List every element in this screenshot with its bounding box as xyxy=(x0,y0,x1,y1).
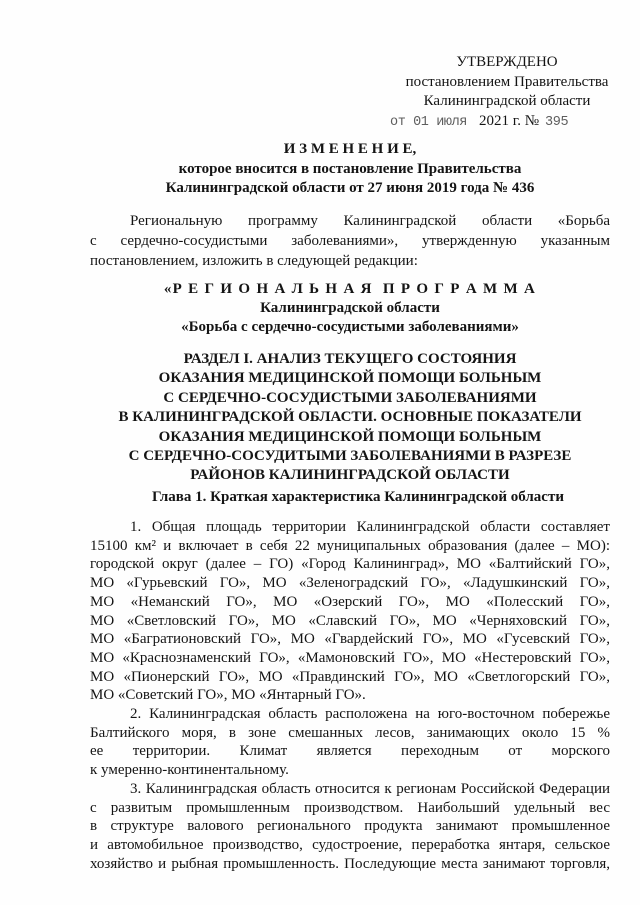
paragraph-1 xyxy=(90,518,610,705)
approval-date-line xyxy=(390,112,612,133)
approval-date-year: 2021 г. № xyxy=(479,112,540,129)
approval-issuer: постановлением Правительства xyxy=(405,73,609,90)
program-title xyxy=(90,280,610,337)
title-heading: И З М Е Н Е Н И Е, xyxy=(283,141,417,157)
paragraph-line: хозяйство и рыбная промышленность. Последующие места занимают торговля, xyxy=(90,855,610,872)
section-heading-line: С СЕРДЕЧНО-СОСУДИСТЫМИ ЗАБОЛЕВАНИЯМИ xyxy=(163,389,537,406)
approval-region: Калининградской области xyxy=(423,93,591,109)
paragraph-line: 15100 км² и включает в себя 22 муниципальных образования (далее – МО): xyxy=(90,537,610,554)
paragraph-line: МО «Светловский ГО», МО «Славский ГО», МО «Черняховский ГО», xyxy=(90,612,610,629)
paragraph-line: МО «Гурьевский ГО», МО «Зеленоградский ГО», «Ладушкинский ГО», xyxy=(90,575,610,592)
paragraph-line: 1. Общая площадь территории Калининградской области составляет xyxy=(130,519,610,535)
title-subtitle-2: Калининградской области от 27 июня 2019 года № 436 xyxy=(165,180,535,196)
intro-paragraph xyxy=(90,211,610,271)
body-text xyxy=(90,518,610,873)
paragraph-line: МО «Неманский ГО», МО «Озерский ГО», МО «Полесский ГО», xyxy=(90,593,610,610)
paragraph-line: к умеренно-континентальному. xyxy=(90,762,289,779)
paragraph-line: в структуре валового регионального продукта занимают промышленное xyxy=(90,818,610,835)
approval-block xyxy=(390,53,612,132)
paragraph-line: МО «Пионерский ГО», МО «Правдинский ГО», МО «Светлогорский ГО», xyxy=(90,668,610,685)
section-heading-line: ОКАЗАНИЯ МЕДИЦИНСКОЙ ПОМОЩИ БОЛЬНЫМ xyxy=(158,370,542,387)
title-subtitle-1: которое вносится в постановление Правительства xyxy=(178,160,522,177)
program-name: «Борьба с сердечно-сосудистыми заболеваниями» xyxy=(181,319,519,335)
paragraph-line: МО «Советский ГО», МО «Янтарный ГО». xyxy=(90,687,366,704)
intro-line: постановлением, изложить в следующей редакции: xyxy=(90,253,418,269)
document-title xyxy=(90,140,610,199)
section-heading-line: РАЗДЕЛ I. АНАЛИЗ ТЕКУЩЕГО СОСТОЯНИЯ xyxy=(183,351,517,367)
section-heading-line: РАЙОНОВ КАЛИНИНГРАДСКОЙ ОБЛАСТИ xyxy=(190,467,510,484)
paragraph-line: 2. Калининградская область расположена на юго-восточном побережье xyxy=(130,706,610,723)
paragraph-line: с развитым промышленным производством. Наибольший удельный вес xyxy=(90,799,610,816)
paragraph-line: и автомобильное производство, судостроение, переработка янтаря, сельское xyxy=(90,836,610,853)
chapter-heading xyxy=(106,487,610,507)
approval-number-stamp: 395 xyxy=(545,114,569,130)
program-heading: «Р Е Г И О Н А Л Ь Н А Я П Р О Г Р А М М А xyxy=(163,281,537,297)
section-heading-line: С СЕРДЕЧНО-СОСУДИТЫМИ ЗАБОЛЕВАНИЯМИ В РАЗРЕЗЕ xyxy=(128,448,572,465)
paragraph-2 xyxy=(90,705,610,780)
paragraph-line: МО «Багратионовский ГО», МО «Гвардейский ГО», МО «Гусевский ГО», xyxy=(90,631,610,648)
intro-line: с сердечно-сосудистыми заболеваниями», утвержденную указанным xyxy=(90,233,610,249)
chapter-title: Глава 1. Краткая характеристика Калининградской области xyxy=(152,489,564,505)
paragraph-line: МО «Краснознаменский ГО», «Мамоновский ГО», МО «Нестеровский ГО», xyxy=(90,649,610,666)
paragraph-3 xyxy=(90,780,610,874)
approval-status: УТВЕРЖДЕНО xyxy=(456,54,558,70)
approval-date-stamp: от 01 июля xyxy=(390,114,468,130)
intro-line: Региональную программу Калининградской области «Борьба xyxy=(130,213,610,229)
section-heading xyxy=(90,350,610,486)
section-heading-line: ОКАЗАНИЯ МЕДИЦИНСКОЙ ПОМОЩИ БОЛЬНЫМ xyxy=(158,428,542,445)
paragraph-line: Балтийского моря, в зоне смешанных лесов, занимающих около 15 % xyxy=(90,724,610,741)
paragraph-line: 3. Калининградская область относится к регионам Российской Федерации xyxy=(130,780,610,797)
program-region: Калининградской области xyxy=(260,300,440,316)
section-heading-line: В КАЛИНИНГРАДСКОЙ ОБЛАСТИ. ОСНОВНЫЕ ПОКАЗАТЕЛИ xyxy=(118,409,582,426)
paragraph-line: городской округ (далее – ГО) «Город Калининград», МО «Балтийский ГО», xyxy=(90,556,610,573)
paragraph-line: ее территории. Климат является переходным от морского xyxy=(90,743,610,760)
